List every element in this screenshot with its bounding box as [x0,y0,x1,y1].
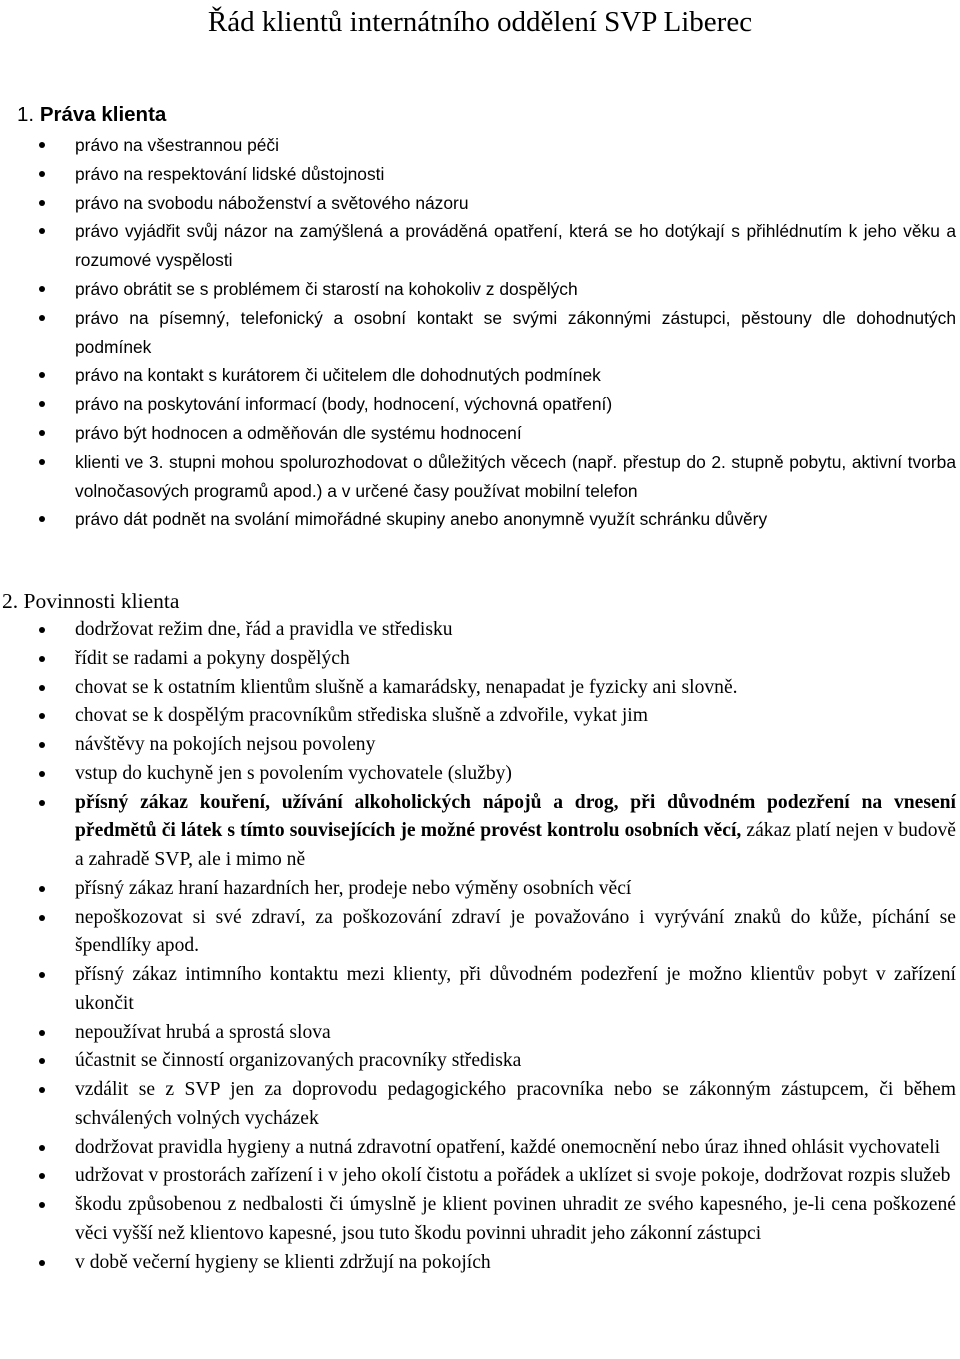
list-item-text: právo dát podnět na svolání mimořádné skupiny anebo anonymně využít schránku důvěry [75,509,768,530]
list-item-text: přísný zákaz hraní hazardních her, prodeje nebo výměny osobních věcí [75,877,632,899]
list-item [0,875,960,904]
list-item [0,1019,960,1048]
list-item [0,760,960,789]
list-item-text: klienti ve 3. stupni mohou spolurozhodovat o důležitých věcech (např. přestup do 2. stupně pobytu, aktivní tvorba volnočasových programů apod.) a v určené časy používat mobilní telefon [75,451,956,501]
bullet-icon [36,505,48,533]
duties-list [0,616,960,1277]
list-item [0,189,960,218]
bullet-icon [36,361,48,389]
list-item-text: řídit se radami a pokyny dospělých [75,647,350,669]
bullet-icon [36,760,48,788]
section-heading-rights [17,101,166,129]
bullet-icon [36,875,48,903]
section-number: 1. [17,103,35,126]
bullet-icon [36,1134,48,1162]
list-item [0,674,960,703]
list-item-text: v době večerní hygieny se klienti zdržují na pokojích [75,1251,491,1273]
list-item [0,1047,960,1076]
list-item [0,961,960,1019]
list-item-emphasis: přísný zákaz kouření, užívání alkoholických nápojů a drog, při důvodném podezření na vnesení předmětů či látek s tímto souvisejících je možné provést kontrolu osobních věcí, [75,791,956,842]
list-item [0,361,960,390]
list-item [0,505,960,534]
bullet-icon [36,616,48,644]
bullet-icon [36,448,48,476]
list-item-text: škodu způsobenou z nedbalosti či úmyslně je klient povinen uhradit ze svého kapesného, je-li cena poškozené věci vyšší než klientovo kapesné, jsou tuto škodu povinni uhradit jeho zákonní zástupci [75,1194,956,1244]
list-item [0,131,960,160]
bullet-icon [36,904,48,932]
bullet-icon [36,217,48,245]
bullet-icon [36,1076,48,1104]
list-item [0,419,960,448]
list-item [0,904,960,962]
bullet-icon [36,275,48,303]
list-item-text: vstup do kuchyně jen s povolením vychovatele (služby) [75,762,512,784]
bullet-icon [36,419,48,447]
list-item-text: právo být hodnocen a odměňován dle systému hodnocení [75,422,522,443]
list-item-text: právo na svobodu náboženství a světového názoru [75,192,469,213]
list-item-text: právo vyjádřit svůj názor na zamýšlená a prováděná opatření, která se ho dotýkají s přihlédnutím k jeho věku a rozumové vyspělosti [75,221,956,271]
rights-list [0,131,960,534]
list-item-text: právo na kontakt s kurátorem či učitelem dle dohodnutých podmínek [75,365,601,386]
list-item [0,702,960,731]
list-item-text: právo na respektování lidské důstojnosti [75,163,385,184]
list-item-text: přísný zákaz intimního kontaktu mezi klienty, při důvodném podezření je možno klientův pobyt v zařízení ukončit [75,964,956,1014]
bullet-icon [36,1191,48,1219]
bullet-icon [36,390,48,418]
bullet-icon [36,1162,48,1190]
list-item [0,1249,960,1278]
list-item-text: právo na poskytování informací (body, hodnocení, výchovná opatření) [75,394,613,415]
list-item [0,390,960,419]
list-item-text: nepoužívat hrubá a sprostá slova [75,1021,331,1043]
list-item-text [75,792,956,871]
list-item [0,616,960,645]
list-item [0,275,960,304]
section-title: Povinnosti klienta [23,589,180,613]
list-item-text: udržovat v prostorách zařízení i v jeho okolí čistotu a pořádek a uklízet si svoje pokoje, dodržovat rozpis služeb [75,1165,951,1187]
bullet-icon [36,961,48,989]
bullet-icon [36,131,48,159]
list-item-text: dodržovat pravidla hygieny a nutná zdravotní opatření, každé onemocnění nebo úraz ihned ohlásit vychovateli [75,1136,941,1158]
bullet-icon [36,1047,48,1075]
section-number: 2. [2,589,19,613]
list-item [0,160,960,189]
bullet-icon [36,160,48,188]
bullet-icon [36,304,48,332]
list-item [0,645,960,674]
list-item-text: chovat se k ostatním klientům slušně a kamarádsky, nenapadat je fyzicky ani slovně. [75,676,738,698]
section-title: Práva klienta [39,103,167,126]
list-item-text: právo na všestrannou péči [75,135,279,155]
list-item-text: nepoškozovat si své zdraví, za poškozování zdraví je považováno i vyrývání znaků do kůže, píchání se špendlíky apod. [75,906,956,957]
list-item-text: návštěvy na pokojích nejsou povoleny [75,734,376,755]
list-item [0,1076,960,1134]
list-item [0,448,960,506]
bullet-icon [36,731,48,759]
bullet-icon [36,789,48,817]
bullet-icon [36,674,48,702]
list-item-rest: zákaz platí nejen v budově a zahradě SVP, ale i mimo ně [75,820,956,870]
list-item-text: právo na písemný, telefonický a osobní kontakt se svými zákonnými zástupci, pěstouny dle dohodnutých podmínek [75,307,956,357]
bullet-icon [36,702,48,730]
list-item-text: dodržovat režim dne, řád a pravidla ve středisku [75,619,453,640]
bullet-icon [36,1019,48,1047]
bullet-icon [36,645,48,673]
list-item [0,789,960,875]
document-title: Řád klientů internátního oddělení SVP Liberec [207,6,753,38]
list-item [0,1191,960,1249]
list-item-text: právo obrátit se s problémem či starostí na kohokoliv z dospělých [75,278,578,299]
list-item [0,1134,960,1163]
list-item-text: účastnit se činností organizovaných pracovníky střediska [75,1050,522,1072]
list-item-text: vzdálit se z SVP jen za doprovodu pedagogického pracovníka nebo se zákonným zástupcem, či během schválených volných vycházek [75,1079,956,1129]
section-heading-duties [2,587,179,615]
list-item [0,1162,960,1191]
bullet-icon [36,1249,48,1277]
bullet-icon [36,189,48,217]
list-item [0,217,960,275]
list-item-text: chovat se k dospělým pracovníkům střediska slušně a zdvořile, vykat jim [75,705,648,727]
list-item [0,731,960,760]
list-item [0,304,960,362]
